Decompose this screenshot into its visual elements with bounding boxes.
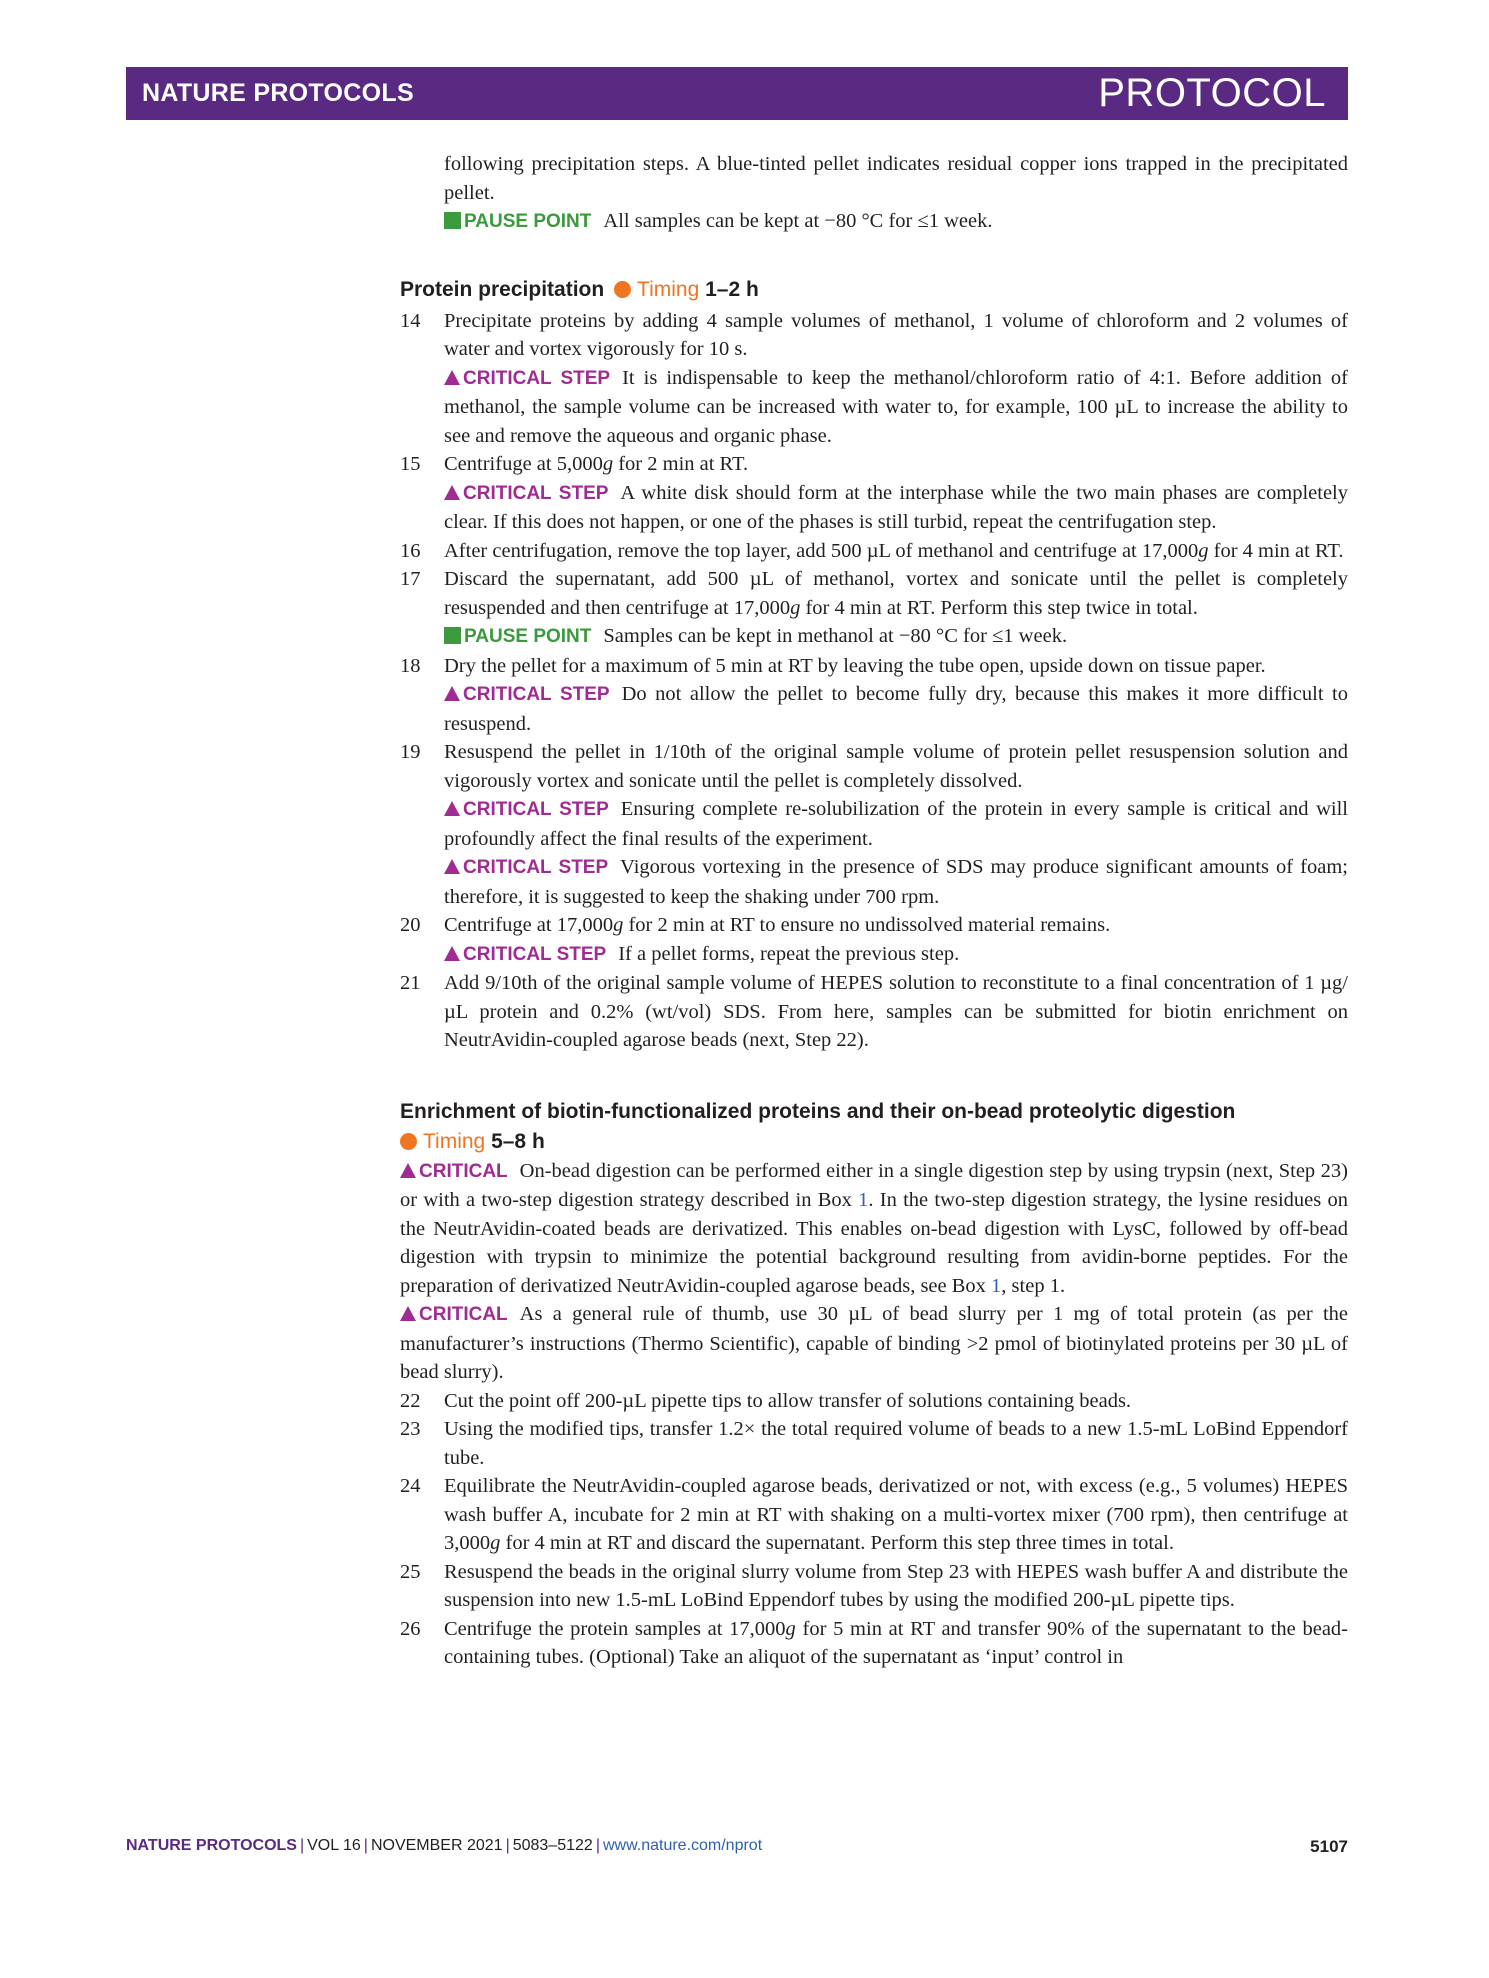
article-body [400, 150, 1348, 1672]
critical-triangle-icon [444, 859, 460, 874]
page-number: 5107 [1310, 1837, 1348, 1856]
footer-url-link[interactable]: www.nature.com/nprot [602, 1837, 763, 1854]
intro-continued: following precipitation steps. A blue-tinted pellet indicates residual copper ions trapped in the precipitated pellet. [444, 153, 1348, 204]
footer-volume: VOL 16 [307, 1837, 361, 1854]
critical-step-label: CRITICAL STEP [444, 483, 608, 504]
pause-square-icon [444, 212, 461, 229]
critical-triangle-icon [444, 370, 460, 385]
step-15: 15 Centrifuge at 5,000g for 2 min at RT. CRITICAL STEP A white disk should form at the interphase while the two main phases are completely clear. If this does not happen, or one of the phases is still turbid, repeat the centrifugation step. [400, 453, 1348, 533]
step-19: 19 Resuspend the pellet in 1/10th of the original sample volume of protein pellet resuspension solution and vigorously vortex and sonicate until the pellet is completely dissolved. CRITICAL STEP Ensuring complete re-solubilization of the protein in every sample is critical and will profoundly affect the final results of the experiment. CRITICAL STEP Vigorous vortexing in the presence of SDS may produce significant amounts of foam; therefore, it is suggested to keep the shaking under 700 rpm. [400, 741, 1349, 908]
critical-triangle-icon [444, 485, 460, 500]
footer-date: NOVEMBER 2021 [370, 1837, 503, 1854]
critical-label: CRITICAL [400, 1161, 508, 1182]
pause-point-label: PAUSE POINT [444, 626, 591, 647]
journal-title: NATURE PROTOCOLS [142, 79, 414, 107]
critical-note-2: CRITICAL As a general rule of thumb, use 30 µL of bead slurry per 1 mg of total protein (as per the manufacturer’s instructions (Thermo Scientific), capable of binding >2 pmol of biotinylated proteins per 30 µL of bead slurry). [400, 1303, 1348, 1383]
page-footer: NATURE PROTOCOLS | VOL 16 | NOVEMBER 2021 | 5083–5122 | www.nature.com/nprot 5107 [126, 1837, 1348, 1856]
timing-clock-icon [400, 1133, 417, 1150]
article-type: PROTOCOL [1098, 71, 1326, 115]
step-20: 20 Centrifuge at 17,000g for 2 min at RT to ensure no undissolved material remains. CRITICAL STEP If a pellet forms, repeat the previous step. [400, 914, 1111, 965]
critical-note-1: CRITICAL On-bead digestion can be performed either in a single digestion step by using trypsin (next, Step 23) or with a two-step digestion strategy described in Box 1. In the two-step digestion strategy, the lysine residues on the NeutrAvidin-coated beads are derivatized. This enables on-bead digestion with LysC, followed by off-bead digestion with trypsin to minimize the potential background resulting from avidin-borne peptides. For the preparation of derivatized NeutrAvidin-coupled agarose beads, see Box 1, step 1. [400, 1159, 1348, 1297]
journal-header-bar [126, 67, 1348, 120]
step-24: 24 Equilibrate the NeutrAvidin-coupled agarose beads, derivatized or not, with excess (e.g., 5 volumes) HEPES wash buffer A, incubate for 2 min at RT with shaking on a multi-vortex mixer (700 rpm), then centrifuge at 3,000g for 4 min at RT and discard the supernatant. Perform this step three times in total. [400, 1475, 1348, 1554]
critical-step-label: CRITICAL STEP [444, 944, 606, 965]
timing-clock-icon [614, 281, 631, 298]
section-heading-protein-precipitation: Protein precipitation Timing 1–2 h [400, 277, 759, 301]
step-17: 17 Discard the supernatant, add 500 µL of methanol, vortex and sonicate until the pellet is completely resuspended and then centrifuge at 17,000g for 4 min at RT. Perform this step twice in total. PAUSE POINT Samples can be kept in methanol at −80 °C for ≤1 week. [400, 568, 1348, 647]
step-16: 16 After centrifugation, remove the top layer, add 500 µL of methanol and centrifuge at 17,000g for 4 min at RT. [400, 539, 1344, 562]
step-14: 14 Precipitate proteins by adding 4 sample volumes of methanol, 1 volume of chloroform and 2 volumes of water and vortex vigorously for 10 s. CRITICAL STEP It is indispensable to keep the methanol/chloroform ratio of 4:1. Before addition of methanol, the sample volume can be increased with water to, for example, 100 µL to increase the ability to see and remove the aqueous and organic phase. [400, 309, 1348, 447]
critical-step-label: CRITICAL STEP [444, 799, 609, 820]
critical-step-label: CRITICAL STEP [444, 857, 608, 878]
pause-point-note: PAUSE POINT All samples can be kept at −80 °C for ≤1 week. [400, 207, 1348, 237]
box-1-link[interactable]: 1 [858, 1189, 869, 1211]
step-18: 18 Dry the pellet for a maximum of 5 min at RT by leaving the tube open, upside down on tissue paper. CRITICAL STEP Do not allow the pellet to become fully dry, because this makes it more difficult to resuspend. [400, 654, 1348, 735]
critical-triangle-icon [400, 1163, 416, 1178]
critical-triangle-icon [444, 801, 460, 816]
step-23: 23 Using the modified tips, transfer 1.2× the total required volume of beads to a new 1.5-mL LoBind Eppendorf tube. [400, 1418, 1348, 1469]
step-21: 21 Add 9/10th of the original sample volume of HEPES solution to reconstitute to a final concentration of 1 µg/µL protein and 0.2% (wt/vol) SDS. From here, samples can be submitted for biotin enrichment on NeutrAvidin-coupled agarose beads (next, Step 22). [400, 972, 1348, 1051]
critical-step-label: CRITICAL STEP [444, 684, 610, 705]
critical-label: CRITICAL [400, 1304, 508, 1325]
section-heading-enrichment: Enrichment of biotin-functionalized proteins and their on-bead proteolytic digestion Timing 5–8 h [400, 1099, 1236, 1153]
step-25: 25 Resuspend the beads in the original slurry volume from Step 23 with HEPES wash buffer A and distribute the suspension into new 1.5-mL LoBind Eppendorf tubes by using the modified 200-µL pipette tips. [400, 1560, 1348, 1611]
critical-triangle-icon [444, 686, 460, 701]
critical-triangle-icon [444, 946, 460, 961]
footer-journal: NATURE PROTOCOLS [126, 1837, 297, 1854]
critical-triangle-icon [400, 1306, 416, 1321]
step-26: 26 Centrifuge the protein samples at 17,000g for 5 min at RT and transfer 90% of the supernatant to the bead-containing tubes. (Optional) Take an aliquot of the supernatant as ‘input’ control in [400, 1617, 1348, 1668]
step-22: 22 Cut the point off 200-µL pipette tips to allow transfer of solutions containing beads. [400, 1389, 1132, 1412]
critical-step-label: CRITICAL STEP [444, 368, 610, 389]
footer-pages: 5083–5122 [512, 1837, 593, 1854]
box-1-link[interactable]: 1 [991, 1274, 1002, 1297]
pause-point-label: PAUSE POINT [444, 211, 591, 232]
pause-square-icon [444, 627, 461, 644]
